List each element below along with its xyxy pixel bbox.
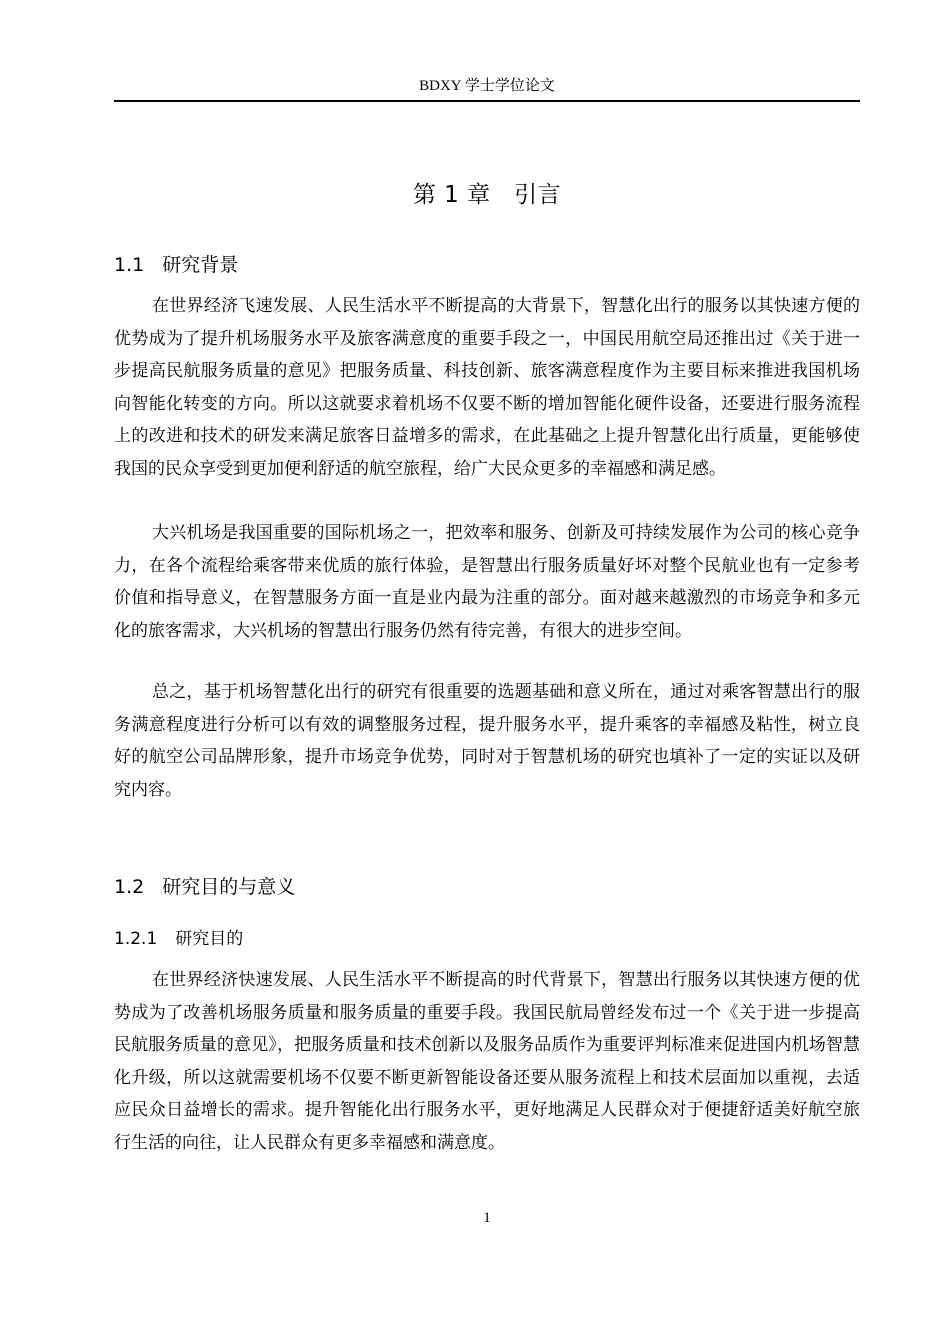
header-rule (114, 100, 860, 102)
paragraph-background-1: 在世界经济飞速发展、人民生活水平不断提高的大背景下，智慧化出行的服务以其快速方便的优势成为了提升机场服务水平及旅客满意度的重要手段之一，中国民用航空局还推出过《关于进一步提高民航服务质量的意见》把服务质量、科技创新、旅客满意程度作为主要目标来推进我国机场向智能化转变的方向。所以这就要求着机场不仅要不断的增加智能化硬件设备，还要进行服务流程上的改进和技术的研发来满足旅客日益增多的需求，在此基础之上提升智慧化出行质量，更能够使我国的民众享受到更加便利舒适的航空旅程，给广大民众更多的幸福感和满足感。 (114, 296, 860, 479)
paragraph-background-3: 总之，基于机场智慧化出行的研究有很重要的选题基础和意义所在，通过对乘客智慧出行的服务满意程度进行分析可以有效的调整服务过程，提升服务水平，提升乘客的幸福感及粘性，树立良好的航空公司品牌形象，提升市场竞争优势，同时对于智慧机场的研究也填补了一定的实证以及研究内容。 (114, 682, 860, 800)
subsection-number: 1.2.1 (114, 929, 158, 949)
paragraph-background-2: 大兴机场是我国重要的国际机场之一，把效率和服务、创新及可持续发展作为公司的核心竞争力，在各个流程给乘客带来优质的旅行体验，是智慧出行服务质量好坏对整个民航业也有一定参考价值和指导意义，在智慧服务方面一直是业内最为注重的部分。面对越来越激烈的市场竞争和多元化的旅客需求，大兴机场的智慧出行服务仍然有待完善，有很大的进步空间。 (114, 523, 860, 641)
subsection-title: 研究目的 (175, 929, 244, 949)
section-heading-1-2 (114, 873, 860, 901)
chapter-title: 第 1 章 引言 (412, 182, 562, 208)
section-heading-1-1 (114, 251, 860, 279)
section-number: 1.1 (114, 254, 145, 276)
subsection-heading-1-2-1 (114, 926, 860, 952)
running-header: BDXY 学士学位论文 (419, 78, 555, 94)
section-number: 1.2 (114, 876, 145, 898)
section-title: 研究目的与意义 (162, 876, 296, 898)
section-title: 研究背景 (162, 254, 239, 276)
paragraph-purpose-1: 在世界经济快速发展、人民生活水平不断提高的时代背景下，智慧出行服务以其快速方便的优势成为了改善机场服务质量和服务质量的重要手段。我国民航局曾经发布过一个《关于进一步提高民航服务质量的意见》，把服务质量和技术创新以及服务品质作为重要评判标准来促进国内机场智慧化升级，所以这就需要机场不仅要不断更新智能设备还要从服务流程上和技术层面加以重视，去适应民众日益增长的需求。提升智能化出行服务水平，更好地满足人民群众对于便捷舒适美好航空旅行生活的向往，让人民群众有更多幸福感和满意度。 (114, 970, 860, 1153)
page-number: 1 (483, 1210, 491, 1226)
